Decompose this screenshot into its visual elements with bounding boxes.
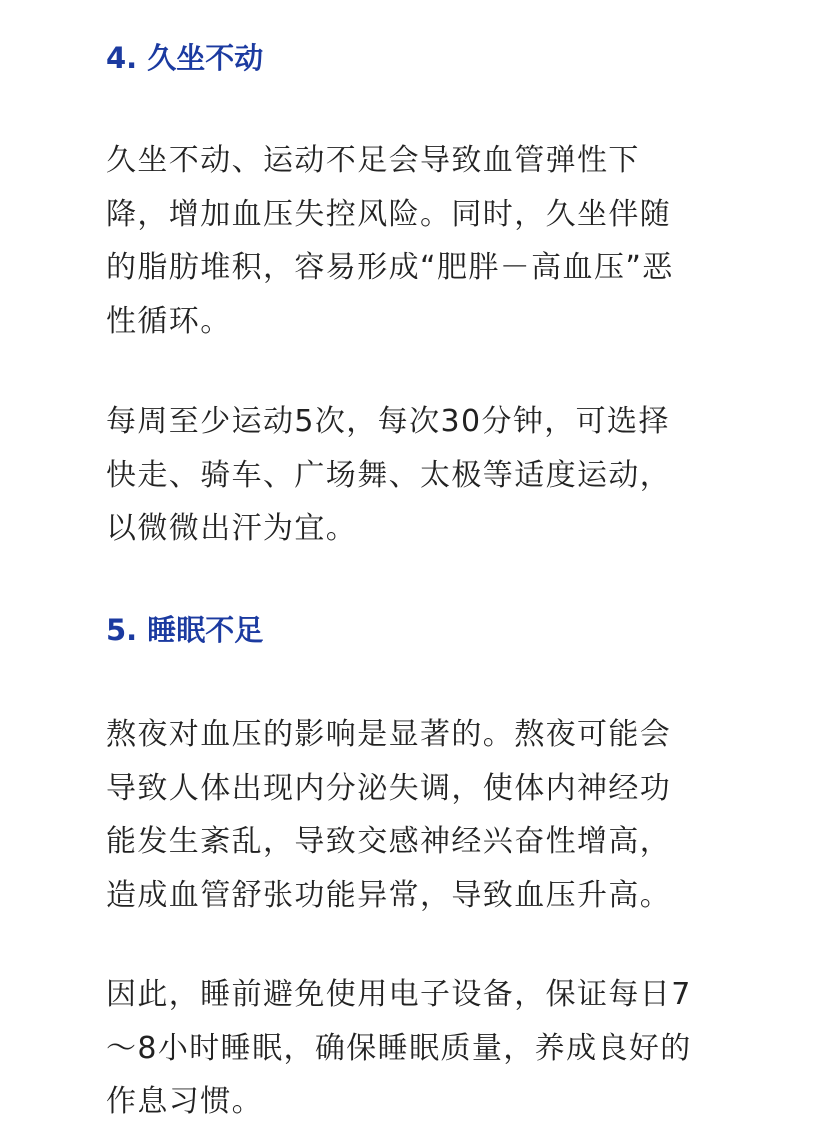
text-line: 性循环。 [106, 303, 232, 339]
text-line: 以微微出汗为宜。 [106, 511, 358, 546]
text-line: 熬夜对血压的影响是显著的。熬夜可能会 [106, 717, 672, 752]
text-line: 的脂肪堆积，容易形成“肥胖－高血压”恶 [106, 250, 674, 285]
text-line: ～8小时睡眠，确保睡眠质量，养成良好的 [106, 1030, 692, 1066]
paragraph-sleep-effects [106, 708, 746, 922]
text-line: 每周至少运动5次，每次30分钟，可选择 [106, 404, 670, 439]
paragraph-exercise-advice [106, 395, 746, 556]
paragraph-sedentary-risk [106, 134, 746, 348]
text-line: 造成血管舒张功能异常，导致血压升高。 [106, 877, 672, 913]
text-line: 导致人体出现内分泌失调，使体内神经功 [106, 770, 672, 806]
text-line: 降，增加血压失控风险。同时，久坐伴随 [106, 196, 672, 232]
section-heading-sleep: 5. 睡眠不足 [106, 613, 264, 647]
text-line: 作息习惯。 [106, 1084, 263, 1119]
text-line: 因此，睡前避免使用电子设备，保证每日7 [106, 977, 692, 1012]
text-line: 快走、骑车、广场舞、太极等适度运动， [106, 457, 672, 493]
paragraph-sleep-advice [106, 968, 746, 1129]
text-line: 能发生紊乱，导致交感神经兴奋性增高， [106, 824, 672, 859]
section-heading-sedentary: 4. 久坐不动 [106, 41, 264, 75]
text-line: 久坐不动、运动不足会导致血管弹性下 [106, 143, 640, 178]
